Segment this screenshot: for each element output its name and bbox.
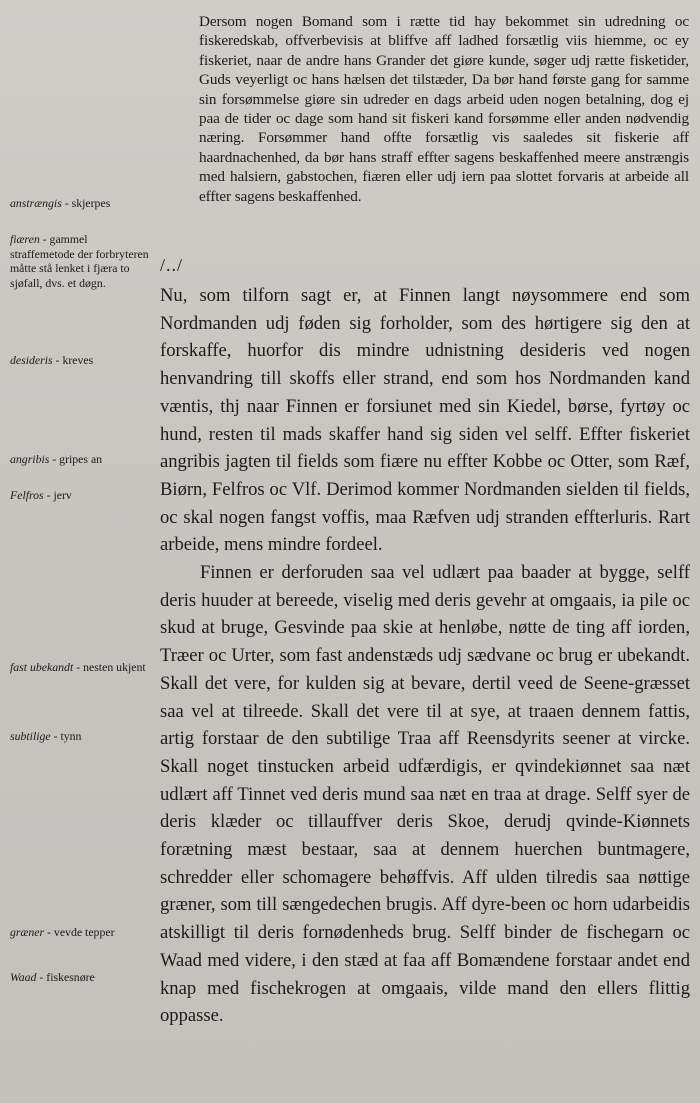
main-text [160,282,690,1030]
note-term: fast ubekandt [10,660,74,674]
note-definition: jerv [53,488,72,502]
note-definition: fiskesnøre [46,970,95,984]
margin-note [10,452,152,467]
note-term: anstrængis [10,196,62,210]
note-definition: skjerpes [71,196,111,210]
note-definition: nesten ukjent [83,660,146,674]
note-term: Waad [10,970,37,984]
margin-note [10,970,152,985]
margin-note [10,729,152,744]
note-term: subtilige [10,729,51,743]
note-definition: vevde tepper [53,925,115,939]
paragraph: Finnen er derforuden saa vel udlært paa baader at bygge, selff deris huuder at bereede, viselig med deris gevehr at omgaais, ia pile oc skud at bruge, Gesvinde paa skie at henløbe, nøtte de ting aff iorden, Træer oc Urter, som fast andenstæds udj sædvane oc brug er ubekandt. Skall det vere, for kulden sig at bevare, dertil veed de Seene-græsset saa vel at tilreede. Skall det vere til at sye, at traaen dennem fattis, artig forstaar de den subtilige Traa aff Reensdyrits seener at vircke. Skall noget tinstucken arbeid udfærdigis, er qvindekiønnet saa næt udlært aff Tinnet ved deris mund saa næt en traa at drage. Selff syer de deris klæder oc tillauffver deris Skoe, derudj qvinde-Kiønnets forætning mæst bestaar, saa at dennem huerchen buntmagere, schredder eller schomagere behøffvis. Aff ulden tilredis saa nøttige græner, som till sængedechen brugis. Aff dyre-been oc horn udarbeidis atskilligt til deris fornødenheds brug. Selff binder de fischegarn oc Waad med videre, i den stæd at faa aff Bomændene forstaar andet end knap med fischekrogen at omgaais, vilde mand den ellers flittig oppasse. [160,562,690,1027]
margin-note [10,353,152,368]
note-separator: - [49,452,60,466]
law-quote: Dersom nogen Bomand som i rætte tid hay bekommet sin udredning oc fiskeredskab, offverbevisis at bliffve aff ladhed forsætlig viis hiemme, oc ey fiskeriet, naar de andre hans Grander det giøre kunde, søger udj rætte fisketider, Guds veyerligt oc hans hælsen det tilstæder, Da bør hand første gang for samme sin forsømmelse giøre sin udreder en dags arbeid uden nogen betalning, dog ej paa de tider oc dage som hand sit fiskeri kand forsømme eller anden nødvendig næring. Forsømmer hand offte forsætlig vis saaledes sit fiskerie aff haardnachenhed, da bør hans straff effter sagens beskaffenhed meere anstrængis med halsiern, gabstochen, fiæren eller udj iern paa slottet forvaris at arbeide all effter sagens beskaffenhed. [199,13,689,205]
margin-note [10,488,152,503]
note-term: angribis [10,452,50,466]
note-term: desideris [10,353,53,367]
note-term: Felfros [10,488,44,502]
note-definition: gripes an [59,452,103,466]
note-separator: - [52,353,63,367]
margin-note [10,232,152,290]
note-separator: - [73,660,84,674]
note-definition: gammel straffemetode der forbryteren måtte stå lenket i fjæra to sjøfall, dvs. et døgn. [10,232,149,290]
note-term: græner [10,925,45,939]
omission-marker: /../ [160,255,184,275]
note-separator: - [44,925,54,939]
margin-note [10,925,152,940]
note-separator: - [61,196,72,210]
note-definition: kreves [62,353,94,367]
margin-note [10,196,152,211]
note-separator: - [39,232,50,246]
margin-note [10,660,152,675]
note-definition: tynn [60,729,82,743]
paragraph: Nu, som tilforn sagt er, at Finnen langt nøysommere end som Nordmanden udj føden sig forholder, som des hørtigere sig den at forskaffe, huorfor dis mindre udnistning desideris ved nogen henvandring till skoffs eller strand, end som hos Nordmanden kand væntis, thj naar Finnen er forsiunet med sin Kiedel, børse, fyrtøy oc hund, resten til mads skaffer hand sig siden vel selff. Effter fiskeriet angribis jagten til fields som fiære nu effter Kobbe oc Otter, som Ræf, Biørn, Felfros oc Vlf. Derimod kommer Nordmanden sielden til fields, oc skal nogen fangst voffis, maa Ræfven udj stranden effterluris. Rart arbeide, mens mindre fordeel. [160,285,690,556]
note-separator: - [43,488,54,502]
note-separator: - [36,970,47,984]
note-separator: - [50,729,61,743]
note-term: fiæren [10,232,40,246]
